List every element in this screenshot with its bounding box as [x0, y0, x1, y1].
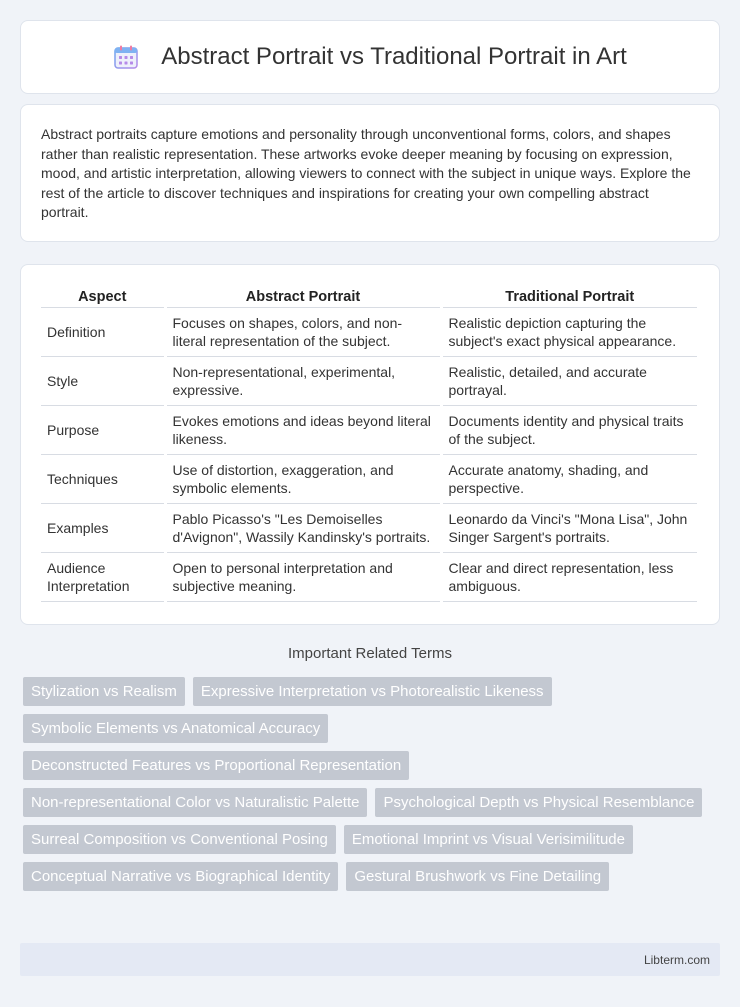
- footer: [20, 943, 720, 976]
- row-abstract: Non-representational, experimental, expressive.: [165, 357, 441, 406]
- related-term-tag[interactable]: Psychological Depth vs Physical Resemblance: [375, 788, 702, 817]
- calendar-grid-icon: [113, 44, 139, 70]
- row-traditional: Leonardo da Vinci's "Mona Lisa", John Singer Sargent's portraits.: [441, 504, 697, 553]
- header-abstract: Abstract Portrait: [165, 285, 441, 308]
- header-aspect: Aspect: [41, 285, 165, 308]
- related-term-tag[interactable]: Gestural Brushwork vs Fine Detailing: [346, 862, 609, 891]
- table-header-row: [41, 285, 697, 308]
- related-term-tag[interactable]: Expressive Interpretation vs Photorealistic Likeness: [193, 677, 552, 706]
- row-aspect: Purpose: [41, 406, 165, 455]
- row-abstract: Focuses on shapes, colors, and non-literal representation of the subject.: [165, 308, 441, 357]
- title-card: [20, 20, 720, 94]
- row-abstract: Open to personal interpretation and subjective meaning.: [165, 553, 441, 602]
- related-terms-list: [23, 677, 717, 899]
- row-aspect: Techniques: [41, 455, 165, 504]
- intro-card: [20, 104, 720, 242]
- related-term-tag[interactable]: Deconstructed Features vs Proportional Representation: [23, 751, 409, 780]
- row-aspect: Examples: [41, 504, 165, 553]
- comparison-table: [41, 285, 697, 602]
- row-aspect: Style: [41, 357, 165, 406]
- related-term-tag[interactable]: Non-representational Color vs Naturalistic Palette: [23, 788, 367, 817]
- row-aspect: Audience Interpretation: [41, 553, 165, 602]
- row-traditional: Documents identity and physical traits of the subject.: [441, 406, 697, 455]
- related-term-tag[interactable]: Surreal Composition vs Conventional Posing: [23, 825, 336, 854]
- row-traditional: Accurate anatomy, shading, and perspective.: [441, 455, 697, 504]
- table-row: [41, 406, 697, 455]
- table-row: [41, 308, 697, 357]
- row-abstract: Pablo Picasso's "Les Demoiselles d'Avignon", Wassily Kandinsky's portraits.: [165, 504, 441, 553]
- header-traditional: Traditional Portrait: [441, 285, 697, 308]
- row-abstract: Use of distortion, exaggeration, and symbolic elements.: [165, 455, 441, 504]
- table-row: [41, 357, 697, 406]
- table-row: [41, 504, 697, 553]
- row-traditional: Realistic depiction capturing the subject's exact physical appearance.: [441, 308, 697, 357]
- table-row: [41, 455, 697, 504]
- related-term-tag[interactable]: Stylization vs Realism: [23, 677, 185, 706]
- comparison-card: [20, 264, 720, 625]
- page-title: Abstract Portrait vs Traditional Portrait in Art: [161, 43, 627, 70]
- row-aspect: Definition: [41, 308, 165, 357]
- related-term-tag[interactable]: Emotional Imprint vs Visual Verisimilitude: [344, 825, 633, 854]
- related-terms-title: Important Related Terms: [288, 645, 452, 662]
- table-row: [41, 553, 697, 602]
- related-term-tag[interactable]: Symbolic Elements vs Anatomical Accuracy: [23, 714, 328, 743]
- row-abstract: Evokes emotions and ideas beyond literal likeness.: [165, 406, 441, 455]
- footer-site-link[interactable]: Libterm.com: [643, 952, 710, 967]
- intro-text: Abstract portraits capture emotions and personality through unconventional forms, colors, and shapes rather than realistic representation. These artworks evoke deeper meaning by focusing on expression, mood, and artistic interpretation, allowing viewers to connect with the subject in unique ways. Explore the rest of the article to discover techniques and inspirations for creating your own compelling abstract portrait.: [41, 126, 691, 220]
- row-traditional: Clear and direct representation, less ambiguous.: [441, 553, 697, 602]
- row-traditional: Realistic, detailed, and accurate portrayal.: [441, 357, 697, 406]
- related-term-tag[interactable]: Conceptual Narrative vs Biographical Identity: [23, 862, 338, 891]
